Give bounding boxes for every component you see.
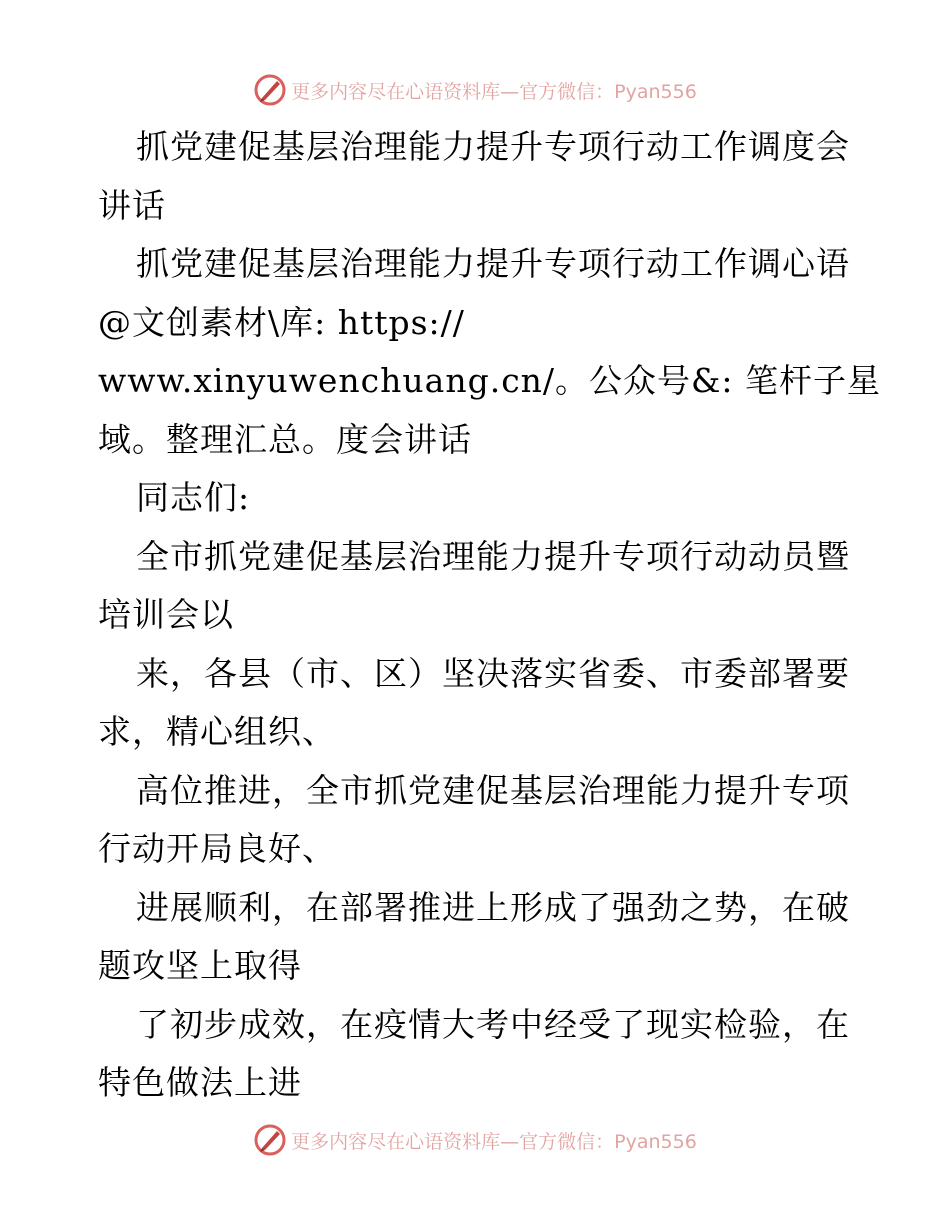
document-line: 抓党建促基层治理能力提升专项行动工作调心语 — [136, 244, 850, 283]
document-line: 求，精心组织、 — [98, 712, 336, 751]
document-line: 进展顺利，在部署推进上形成了强劲之势，在破 — [136, 887, 850, 927]
document-line: 了初步成效，在疫情大考中经受了现实检验，在 — [136, 1004, 850, 1044]
document-line: @文创素材\库: https:// — [98, 302, 465, 342]
header-banner — [0, 70, 950, 110]
header-banner-text: 更多内容尽在心语资料库—官方微信：Pyan556 — [291, 80, 697, 103]
document-line: 高位推进，全市抓党建促基层治理能力提升专项 — [136, 770, 850, 810]
document-line: 同志们: — [136, 478, 251, 517]
footer-banner-text: 更多内容尽在心语资料库—官方微信：Pyan556 — [291, 1130, 697, 1153]
document-line: 讲话 — [98, 185, 166, 225]
document-line: 行动开局良好、 — [98, 829, 336, 868]
document-line: 全市抓党建促基层治理能力提升专项行动动员暨 — [136, 536, 850, 576]
document-line: 来，各县（市、区）坚决落实省委、市委部署要 — [136, 653, 850, 693]
document-line: 培训会以 — [98, 595, 234, 634]
document-body — [98, 118, 882, 1113]
document-line: www.xinyuwenchuang.cn/。公众号&: 笔杆子星 — [98, 361, 882, 400]
document-line: 抓党建促基层治理能力提升专项行动工作调度会 — [136, 127, 850, 166]
document-line: 域。整理汇总。度会讲话 — [98, 419, 472, 459]
quill-pen-logo-icon — [253, 73, 287, 107]
quill-pen-logo-icon — [253, 1123, 287, 1157]
footer-banner — [0, 1120, 950, 1160]
document-line: 特色做法上进 — [98, 1063, 302, 1102]
document-line: 题攻坚上取得 — [98, 946, 302, 985]
